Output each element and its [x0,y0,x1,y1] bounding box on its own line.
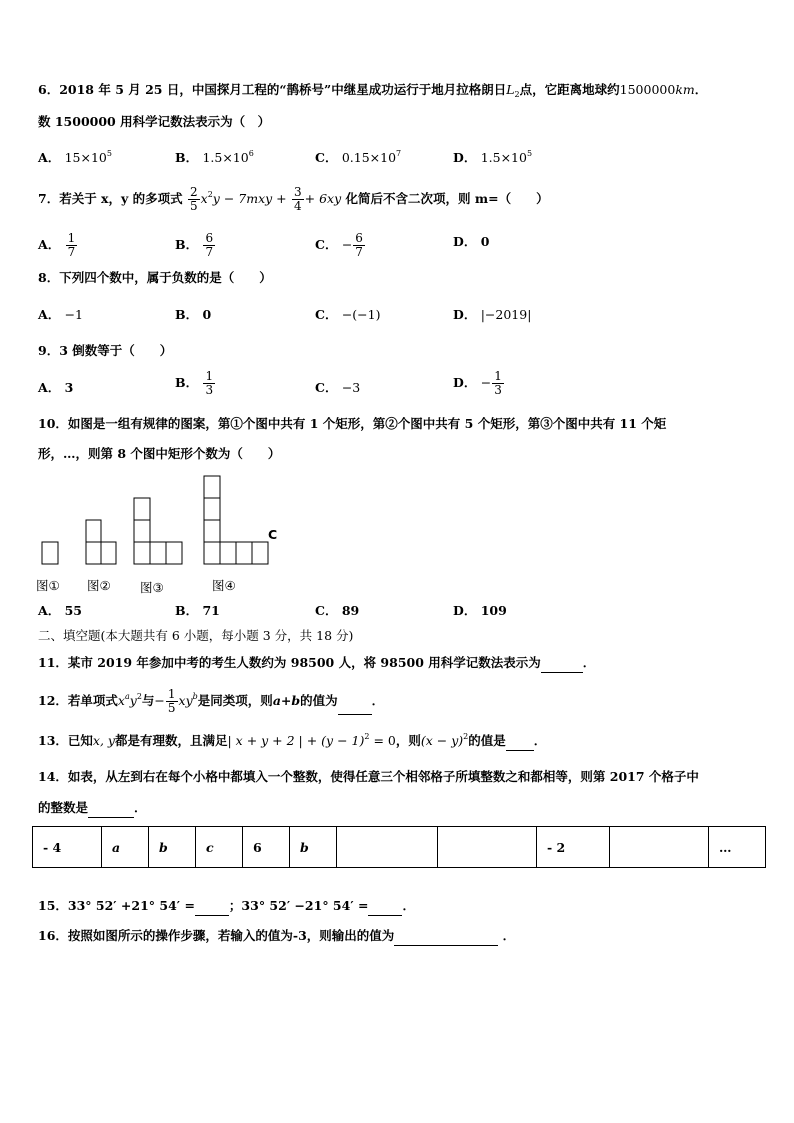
option-value: 55 [64,603,82,618]
option-value: 89 [341,603,360,618]
option-exp: 6 [248,149,254,158]
option-letter: A． [38,150,61,165]
q13-expr2: (x − y) [420,733,464,748]
table-cell[interactable]: c [196,827,243,868]
q13-period: ． [533,733,547,748]
option-frac [203,232,215,259]
fig-caption-4: 图④ [212,578,236,593]
option-exp: 5 [526,149,533,158]
q13-expr-exp: 2 [364,732,370,741]
fig3-col-2 [134,520,150,542]
option-letter: D． [453,375,477,390]
fig2-bottom-left [86,542,101,564]
q6-distance: 1500000 [619,82,676,97]
q6-point: L [506,82,515,97]
table-cell[interactable]: b [149,827,196,868]
frac-den: 4 [294,199,302,213]
q6-line2: 数 1500000 用科学记数法表示为（ ） [38,114,271,129]
q10-option-c[interactable] [315,601,359,621]
option-letter: C． [315,380,338,395]
frac-den: 3 [205,383,214,397]
q16-period: ． [502,928,516,943]
q7-prefix: 7．若关于 x，y 的多项式 [38,191,183,206]
section-heading: 二、填空题(本大题共有 6 小题，每小题 3 分，共 18 分) [38,628,354,643]
option-value: −3 [341,380,361,395]
frac-num: 3 [294,185,302,199]
frac-den: 5 [167,701,176,715]
q12-suffix: 是同类项，则 [197,693,273,708]
q13-suffix: 的值是 [468,733,506,748]
option-value: |−2019| [480,307,532,322]
q6-line1 [38,80,707,100]
q15-prefix: 15．33° 52′ +21° 54′ = [38,898,195,913]
fig3-row-2 [150,542,166,564]
fig-caption-1: 图① [36,578,60,593]
q6-text: 6．2018 年 5 月 25 日，中国探月工程的“鹊桥号”中继星成功运行于地月拉格朗日 [38,82,507,97]
fig4-row-2 [220,542,236,564]
q12-mid: 与 [141,693,155,708]
q15-end: ． [402,898,415,913]
q16-stem [38,926,515,946]
q15-stem [38,896,415,916]
frac-den: 7 [205,245,214,259]
option-value: 3 [64,380,74,395]
option-letter: C． [315,237,338,252]
option-letter: B． [175,150,199,165]
q13-expr-end: = 0 [369,733,396,748]
table-cell[interactable]: 6 [243,827,290,868]
option-frac [353,232,365,259]
option-exp: 7 [396,149,402,158]
q13-mid: 都是有理数，且满足 [114,733,228,748]
q11-text: 11．某市 2019 年参加中考的考生人数约为 98500 人，将 98500 用科学记数法表示为 [38,655,541,670]
frac-den: 5 [189,199,198,213]
q7-suffix: 化简后不含二次项，则 m=（ ） [345,191,549,206]
q14-line1: 14．如表，从左到右在每个小格中都填入一个整数，使得任意三个相邻格子所填整数之和都相等，则第 2017 个格子中 [38,769,699,784]
q14-number-table [32,826,766,868]
option-letter: C． [315,150,338,165]
option-exp: 5 [106,149,112,158]
option-value: 1.5×10 [202,150,249,165]
q12-mono1-y: y [129,693,137,708]
frac-num: 1 [67,231,76,245]
fig4-col-2 [204,498,220,520]
q14-line2 [38,798,147,818]
q12-mono1-yexp: 2 [136,692,142,701]
q12-period: ． [371,693,385,708]
q9-option-d[interactable] [453,370,505,397]
option-value: 0 [202,307,212,322]
q6-text-mid: 点，它距离地球约 [519,82,620,97]
option-letter: B． [175,603,199,618]
fig4-row-1 [204,542,220,564]
q7-option-d[interactable] [453,232,489,252]
table-cell[interactable]: - 2 [537,827,610,868]
fig-caption-3: 图③ [140,580,164,595]
q12-mono2: xy [178,693,193,708]
table-cell[interactable]: a [102,827,149,868]
table-cell[interactable] [438,827,537,868]
q16-answer-blank[interactable] [394,931,498,946]
q8-option-a[interactable] [38,305,83,325]
q13-mid2: ，则 [395,733,421,748]
fig-caption-2: 图② [87,578,111,593]
q12-mono2-exp: b [192,692,198,701]
q7-option-b[interactable] [175,232,216,259]
option-value: 0 [480,234,490,249]
option-value: −(−1) [341,307,381,322]
option-frac [492,370,504,397]
q11-period: ． [582,655,596,670]
q7-frac2 [292,186,304,213]
option-letter: C． [315,603,338,618]
q16-text: 16．按照如图所示的操作步骤，若输入的值为-3，则输出的值为 [38,928,395,943]
option-sign: − [480,375,492,390]
frac-num: 1 [205,369,214,383]
q8-option-d[interactable] [453,305,531,325]
q12-ab: a+b [272,693,301,708]
q7-term1: x [200,191,208,206]
q13-expr: | x + y + 2 | + (y − 1) [227,733,365,748]
q8-option-c[interactable] [315,305,380,325]
option-value: 15×10 [64,150,107,165]
q13-prefix: 13．已知 [38,733,93,748]
q12-stem [38,688,384,715]
option-letter: A． [38,380,61,395]
q13-answer-blank[interactable] [506,736,534,751]
q13-vars: x, y [92,733,115,748]
table-cell[interactable]: b [290,827,337,868]
option-letter: D． [453,150,477,165]
option-letter: B． [175,375,199,390]
frac-den: 7 [355,245,363,259]
q9-option-a[interactable] [38,378,73,398]
option-letter: B． [175,307,199,322]
fig2-top [86,520,101,542]
frac-num: 1 [167,687,176,701]
option-letter: D． [453,234,477,249]
q13-expr2-exp: 2 [463,732,469,741]
q9-stem: 9．3 倒数等于（ ） [38,343,173,358]
q9-option-b[interactable] [175,370,216,397]
q10-line1: 10．如图是一组有规律的图案，第①个图中共有 1 个矩形，第②个图中共有 5 个矩形，第③个图中共有 11 个矩 [38,416,667,431]
option-value: 109 [480,603,507,618]
option-letter: D． [453,307,477,322]
table-cell[interactable]: … [709,827,766,868]
q6-option-d[interactable] [453,148,532,168]
option-letter: D． [453,603,477,618]
fig4-row-4 [252,542,268,564]
q7-term1-rest: y − 7mxy + [212,191,287,206]
q7-term2: + 6xy [304,191,342,206]
q6-unit: km [675,82,695,97]
q11-answer-blank[interactable] [541,658,583,673]
q6-option-b[interactable] [175,148,254,168]
q6-point-sub: 2 [514,90,520,99]
fig3-row-1 [134,542,150,564]
fig4-col-1 [204,476,220,498]
frac-num: 1 [494,369,502,383]
table-cell[interactable] [610,827,709,868]
q12-mono1-exp: a [124,692,130,701]
fig3-row-3 [166,542,182,564]
q11-stem [38,653,595,673]
option-letter: B． [175,237,199,252]
q12-frac [166,688,178,715]
q15-mid: ；33° 52′ −21° 54′ = [228,898,369,913]
frac-num: 2 [189,185,198,199]
q7-option-c[interactable] [315,232,366,259]
q14-text: 的整数是 [38,800,89,815]
frac-den: 7 [67,245,76,259]
fig2-bottom-right [101,542,116,564]
option-letter: A． [38,237,61,252]
q6-option-a[interactable] [38,148,112,168]
fig3-col-1 [134,498,150,520]
option-letter: A． [38,603,61,618]
fig4-col-3 [204,520,220,542]
q12-mono1: x [117,693,125,708]
q7-frac1 [188,186,200,213]
q12-answer-blank[interactable] [338,700,372,715]
q14-answer-blank[interactable] [88,803,134,818]
table-cell[interactable]: - 4 [33,827,102,868]
frac-den: 3 [494,383,502,397]
q10-option-d[interactable] [453,601,507,621]
q10-option-b[interactable] [175,601,220,621]
q14-period: ． [134,800,147,815]
table-row [33,827,766,868]
q6-end: ． [694,82,708,97]
q7-term1-exp: 2 [207,190,213,199]
q13-stem [38,731,546,751]
fig4-row-3 [236,542,252,564]
frac-num: 6 [205,231,214,245]
q10-line2: 形，…，则第 8 个图中矩形个数为（ ） [38,446,281,461]
q12-sign: − [154,693,165,708]
option-sign: − [341,237,353,252]
q7-option-a[interactable] [38,232,78,259]
q9-option-c[interactable] [315,378,360,398]
q12-suffix2: 的值为 [300,693,338,708]
option-value: 0.15×10 [341,150,397,165]
fig-letter: C [268,527,278,542]
option-value: 71 [202,603,220,618]
q8-option-b[interactable] [175,305,211,325]
frac-num: 6 [355,231,363,245]
q8-stem: 8．下列四个数中，属于负数的是（ ） [38,270,272,285]
fig1-square [42,542,58,564]
q15-answer-blank-1[interactable] [195,901,229,916]
q7-stem [38,186,549,213]
q12-prefix: 12．若单项式 [38,693,118,708]
q6-option-c[interactable] [315,148,401,168]
option-value: −1 [64,307,83,322]
option-value: 1.5×10 [480,150,527,165]
option-letter: C． [315,307,338,322]
option-frac [66,232,78,259]
table-cell[interactable] [337,827,438,868]
option-letter: A． [38,307,61,322]
q15-answer-blank-2[interactable] [368,901,402,916]
q10-option-a[interactable] [38,601,82,621]
option-frac [203,370,215,397]
